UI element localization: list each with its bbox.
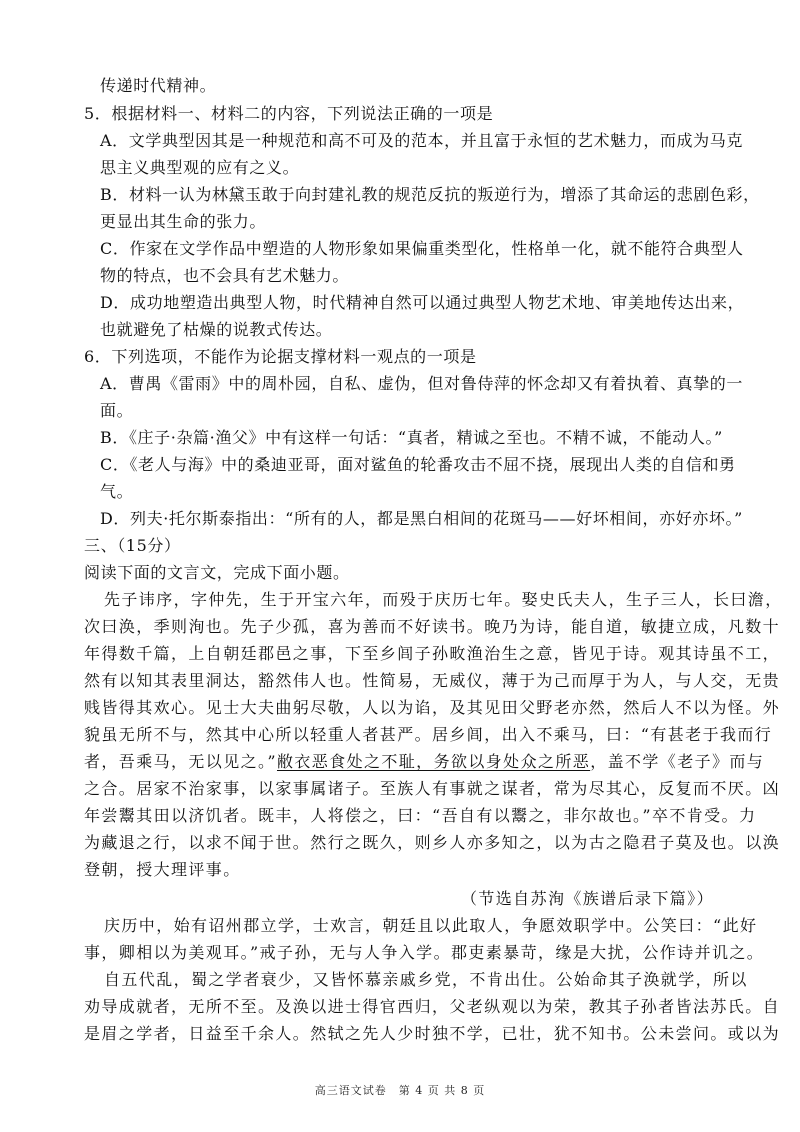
passage-line: 次曰涣，季则洵也。先子少孤，喜为善而不好读书。晚乃为诗，能自道，敏捷立成，凡数十 [84, 617, 781, 636]
passage-line: 貌虽无所不与，然其中心所以轻重人者甚严。居乡闾，出入不乘马，曰：“有甚老于我而行 [84, 725, 773, 744]
question-6-stem: 6．下列选项，不能作为论据支撑材料一观点的一项是 [84, 347, 477, 366]
question-5-option-b: B．材料一认为林黛玉敢于向封建礼教的规范反抗的叛逆行为，增添了其命运的悲剧色彩， [100, 185, 760, 204]
question-6-option-c: C．《老人与海》中的桑迪亚哥，面对鲨鱼的轮番攻击不屈不挠，展现出人类的自信和勇 [100, 455, 736, 474]
question-6-option-c-cont: 气。 [100, 482, 134, 501]
passage-line: 年得数千篇，上自朝廷郡邑之事，下至乡闾子孙畋渔治生之意，皆见于诗。观其诗虽不工， [84, 644, 781, 663]
passage-line: 然有以知其表里洞达，豁然伟人也。性简易，无威仪，薄于为己而厚于为人，与人交，无贵 [84, 671, 781, 690]
passage-line: 之合。居家不治家事，以家事属诸子。至族人有事就之谋者，常为尽其心，反复而不厌。凶 [84, 779, 781, 798]
question-5-option-a-cont: 思主义典型观的应有之义。 [100, 158, 300, 177]
section-3-heading: 三、（15分） [84, 536, 181, 555]
question-5-option-d-cont: 也就避免了枯燥的说教式传达。 [100, 320, 333, 339]
question-5-option-c-cont: 物的特点，也不会具有艺术魅力。 [100, 266, 350, 285]
lead-line: 传递时代精神。 [100, 76, 217, 95]
question-6-option-a-cont: 面。 [100, 401, 134, 420]
question-5-stem: 5．根据材料一、材料二的内容，下列说法正确的一项是 [84, 104, 494, 123]
page-footer: 高三语文试卷 第 4 页 共 8 页 [314, 1084, 486, 1097]
passage-line: 庆历中，始有诏州郡立学，士欢言，朝廷且以此取人，争愿效职学中。公笑曰：“此好 [104, 916, 758, 935]
passage-line: 劝导成就者，无所不至。及涣以进士得官西归，父老纵观以为荣，教其子孙者皆法苏氏。自 [84, 997, 781, 1016]
passage-line: 登朝，授大理评事。 [84, 860, 241, 879]
passage-line: 自五代乱，蜀之学者衰少，又皆怀慕亲戚乡党，不肯出仕。公始命其子涣就学，所以 [104, 970, 748, 989]
question-6-option-b: B．《庄子·杂篇·渔父》中有这样一句话：“真者，精诚之至也。不精不诚，不能动人。” [100, 428, 723, 447]
passage-text: ，盖不学《老子》而与 [590, 752, 765, 771]
question-5-option-a: A．文学典型因其是一种规范和高不可及的范本，并且富于永恒的艺术魅力，而成为马克 [100, 131, 743, 150]
underlined-sentence: 敝衣恶食处之不耻，务欲以身处众之所恶 [276, 752, 591, 771]
question-5-option-d: D．成功地塑造出典型人物，时代精神自然可以通过典型人物艺术地、审美地传达出来， [100, 293, 745, 312]
passage-line: 为藏退之行，以求不闻于世。然行之既久，则乡人亦多知之，以为古之隐君子莫及也。以涣 [84, 833, 781, 852]
passage-line: 事，卿相以为美观耳。”戒子孙，无与人争入学。郡吏素暴苛，缘是大扰，公作诗并讥之。 [84, 943, 765, 962]
passage-text: 者，吾乘马，无以见之。” [84, 752, 277, 771]
section-3-instruction: 阅读下面的文言文，完成下面小题。 [84, 563, 350, 582]
question-6-option-a: A．曹禺《雷雨》中的周朴园，自私、虚伪，但对鲁侍萍的怀念却又有着执着、真挚的一 [100, 374, 743, 393]
question-5-option-c: C．作家在文学作品中塑造的人物形象如果偏重类型化，性格单一化，就不能符合典型人 [100, 239, 744, 258]
passage-line: 先子讳序，字仲先，生于开宝六年，而殁于庆历七年。娶史氏夫人，生子三人，长曰澹， [104, 590, 783, 609]
passage-line [84, 751, 764, 773]
question-5-option-b-cont: 更显出其生命的张力。 [100, 212, 267, 231]
passage-line: 贱皆得其欢心。见士大夫曲躬尽敬，人以为谄，及其见田父野老亦然，然后人不以为怪。外 [84, 698, 781, 717]
passage-line: 年尝鬻其田以济饥者。既丰，人将偿之，曰：“吾自有以鬻之，非尔故也。”卒不肯受。力 [84, 806, 757, 825]
passage-line: 是眉之学者，日益至千余人。然轼之先人少时独不学，已壮，犹不知书。公未尝问。或以为 [84, 1024, 781, 1043]
question-6-option-d: D．列夫·托尔斯泰指出：“所有的人，都是黑白相间的花斑马——好坏相间，亦好亦坏。” [100, 509, 743, 528]
source-note: （节选自苏洵《族谱后录下篇》） [460, 889, 714, 908]
